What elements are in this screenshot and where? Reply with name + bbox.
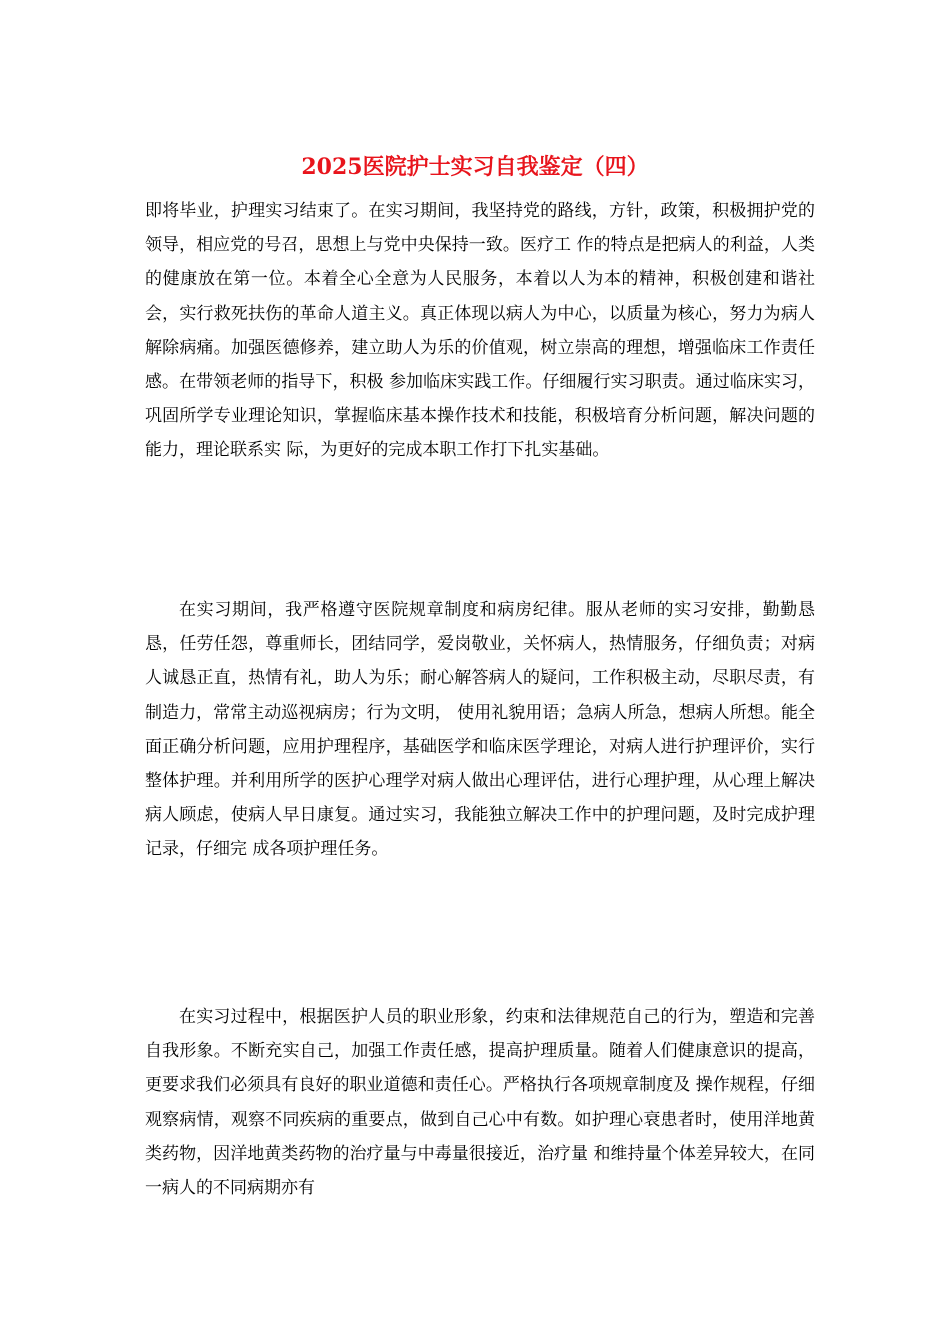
paragraph-3: 在实习过程中，根据医护人员的职业形象，约束和法律规范自己的行为，塑造和完善自我形象。不断充实自己，加强工作责任感，提高护理质量。随着人们健康意识的提高，更要求我们必须具有良好的职业道德和责任心。严格执行各项规章制度及 操作规程，仔细观察病情，观察不同疾病的重要点，做到自己心中有数。如护理心衰患者时，使用洋地黄类药物，因洋地黄类药物的治疗量与中毒量很接近，治疗量 和维持量个体差异较大，在同一病人的不同病期亦有 (145, 1007, 815, 1199)
paragraph-2: 在实习期间，我严格遵守医院规章制度和病房纪律。服从老师的实习安排，勤勤恳恳，任劳任怨，尊重师长，团结同学，爱岗敬业，关怀病人，热情服务，仔细负责；对病人诚恳正直，热情有礼，助人为乐；耐心解答病人的疑问，工作积极主动，尽职尽责，有制造力，常常主动巡视病房；行为文明， 使用礼貌用语；急病人所急，想病人所想。能全面正确分析问题，应用护理程序，基础医学和临床医学理论，对病人进行护理评价，实行整体护理。并利用所学的医护心理学对病人做出心理评估，进行心理护理，从心理上解决病人顾虑，使病人早日康复。通过实习，我能独立解决工作中的护理问题，及时完成护理记录，仔细完 成各项护理任务。 (145, 600, 815, 860)
paragraph-1: 即将毕业，护理实习结束了。在实习期间，我坚持党的路线，方针，政策，积极拥护党的领导，相应党的号召，思想上与党中央保持一致。医疗工 作的特点是把病人的利益，人类的健康放在第一位。本着全心全意为人民服务，本着以人为本的精神，积极创建和谐社会，实行救死扶伤的革命人道主义。真正体现以病人为中心，以质量为核心，努力为病人解除病痛。加强医德修养，建立助人为乐的价值观，树立崇高的理想，增强临床工作责任感。在带领老师的指导下，积极 参加临床实践工作。仔细履行实习职责。通过临床实习，巩固所学专业理论知识，掌握临床基本操作技术和技能，积极培育分析问题，解决问题的能力，理论联系实 际，为更好的完成本职工作打下扎实基础。 (145, 201, 815, 461)
document-title: 2025医院护士实习自我鉴定（四） (301, 154, 649, 180)
